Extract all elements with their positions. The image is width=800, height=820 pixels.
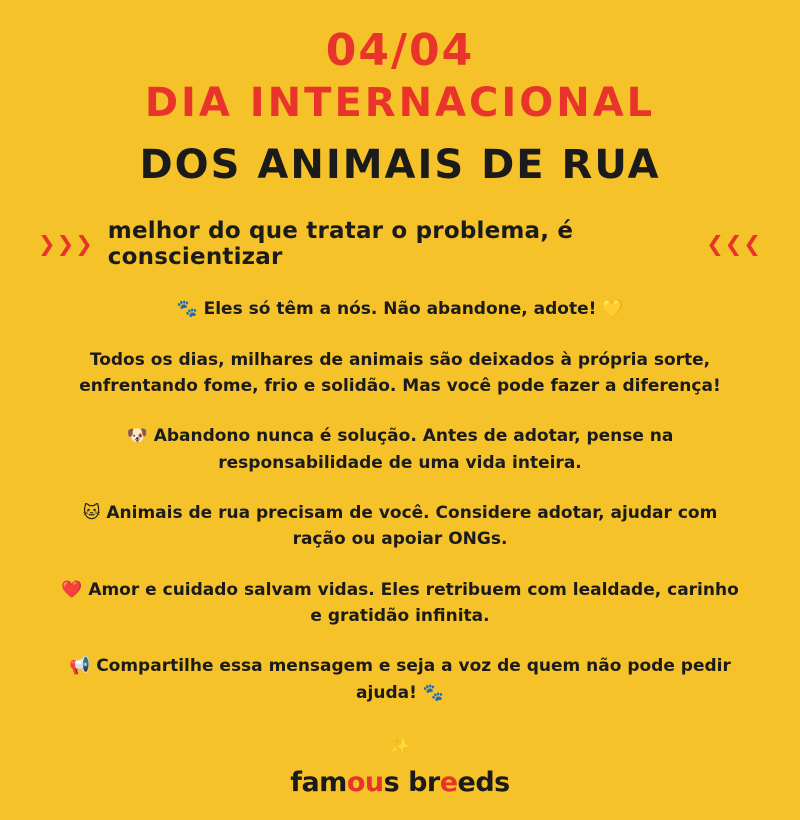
- brand-text-part-3: eds: [457, 767, 510, 798]
- body-paragraph-text: Abandono nunca é solução. Antes de adotar, pense na responsabilidade de uma vida inteira.: [153, 426, 674, 473]
- brand-text-part-2: s br: [383, 767, 440, 798]
- poster-footer: [0, 739, 800, 798]
- cat-face-icon: 🐱: [82, 502, 101, 523]
- body-paragraph-text: Amor e cuidado salvam vidas. Eles retribuem com lealdade, carinho e gratidão infinita.: [88, 579, 739, 626]
- sparkle-icon: ✨: [390, 737, 410, 756]
- paw-print-icon: 🐾: [176, 299, 198, 320]
- dog-face-icon: 🐶: [126, 426, 148, 447]
- body-paragraph: [60, 296, 740, 322]
- poster-date: 04/04: [325, 25, 475, 76]
- brand-text-accent-2: e: [439, 767, 458, 798]
- body-paragraph: [60, 423, 740, 476]
- poster-body: [60, 296, 740, 730]
- body-paragraph-text: Todos os dias, milhares de animais são deixados à própria sorte, enfrentando fome, frio e solidão. Mas você pode fazer a diferença!: [79, 349, 721, 396]
- brand-text-accent-1: ou: [346, 767, 384, 798]
- left-arrows-icon: ❯❯❯: [38, 231, 94, 256]
- brand-logo: [290, 767, 510, 798]
- paw-print-icon: 🐾: [422, 682, 444, 703]
- right-arrows-icon: ❮❮❮: [706, 231, 762, 256]
- body-paragraph-text: Eles só têm a nós. Não abandone, adote!: [203, 299, 597, 320]
- megaphone-icon: 📢: [69, 656, 91, 677]
- poster-title-line-2: DOS ANIMAIS DE RUA: [139, 142, 661, 189]
- brand-text-part-1: fam: [290, 767, 347, 798]
- body-paragraph-text: Animais de rua precisam de você. Considere adotar, ajudar com ração ou apoiar ONGs.: [106, 502, 718, 550]
- red-heart-icon: ❤️: [61, 579, 83, 600]
- body-paragraph-text: Compartilhe essa mensagem e seja a voz de quem não pode pedir ajuda!: [96, 656, 731, 703]
- body-paragraph: [60, 500, 740, 553]
- body-paragraph: [60, 653, 740, 706]
- body-paragraph: [60, 577, 740, 630]
- subtitle-text: melhor do que tratar o problema, é conscientizar: [107, 218, 574, 271]
- poster-subtitle: [38, 218, 762, 270]
- body-paragraph: [60, 347, 740, 400]
- poster-title-line-1: DIA INTERNACIONAL: [144, 80, 656, 127]
- yellow-heart-icon: 💛: [602, 299, 624, 320]
